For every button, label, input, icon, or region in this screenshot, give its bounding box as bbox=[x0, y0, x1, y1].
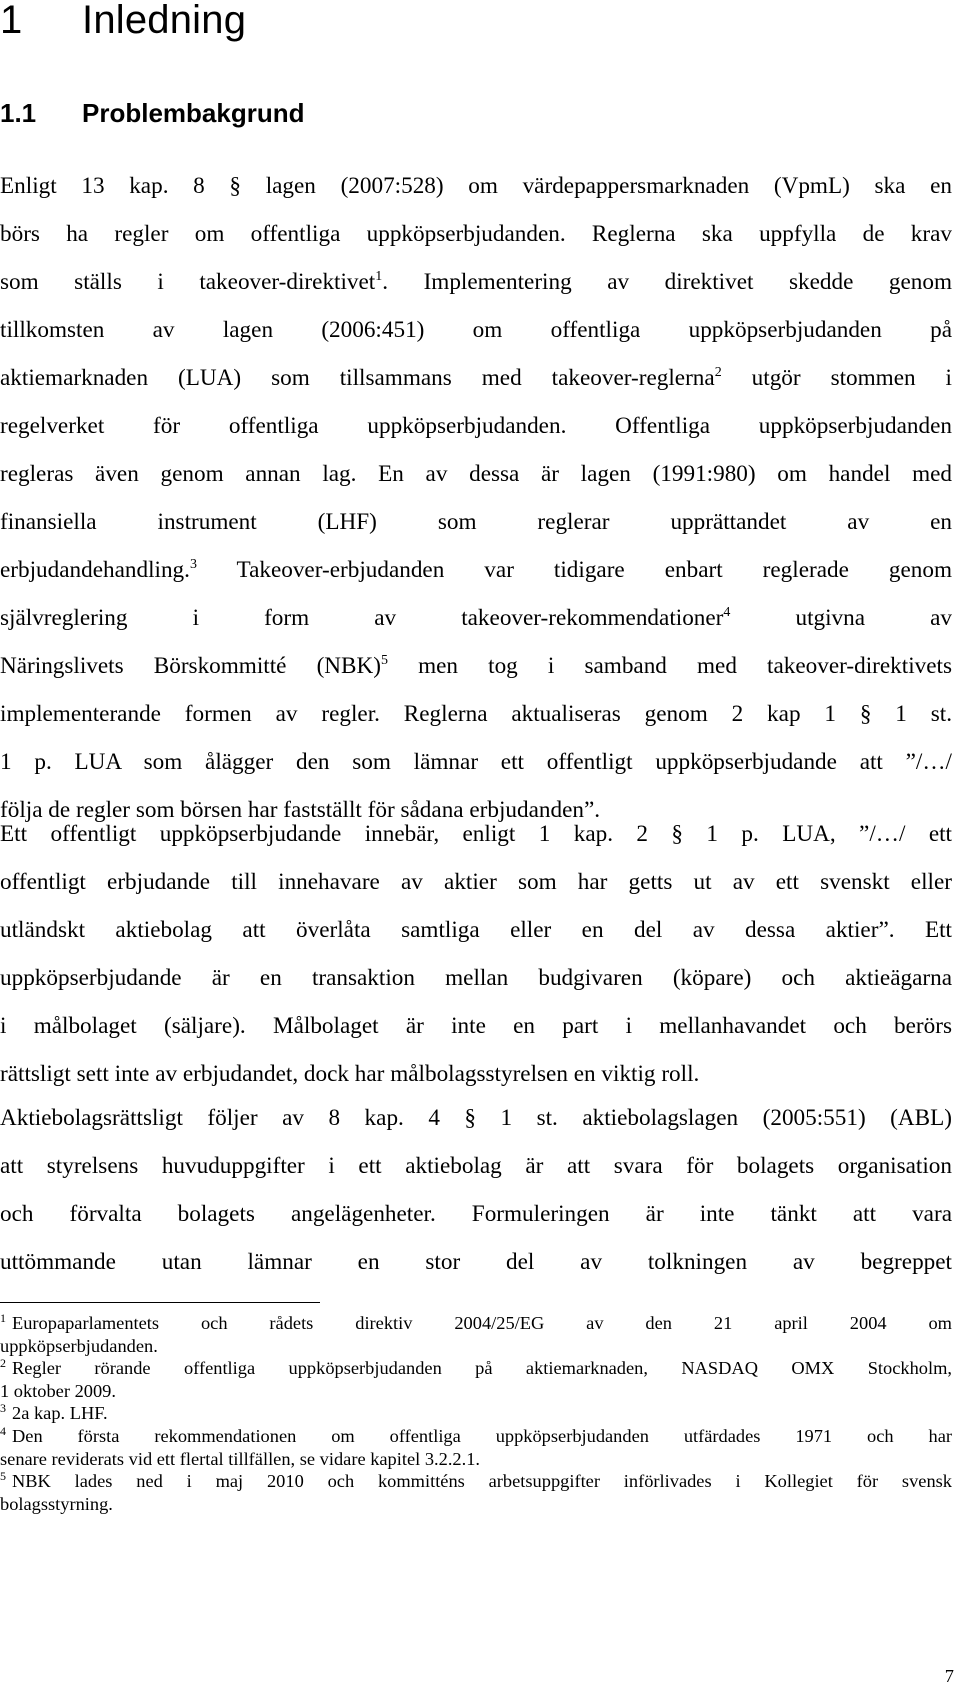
footnote-ref-5[interactable]: 5 bbox=[380, 653, 388, 668]
text-run: självreglering i form av takeover-rekommendationer bbox=[0, 605, 724, 631]
footnote-ref-3[interactable]: 3 bbox=[189, 557, 197, 572]
footnote-text: Europaparlamentets och rådets direktiv 2004/25/EG av den 21 april 2004 om bbox=[12, 1313, 952, 1333]
footnote-number: 3 bbox=[0, 1401, 6, 1416]
chapter-title: Inledning bbox=[82, 0, 247, 42]
paragraph-problem-background bbox=[0, 162, 952, 834]
footnote-text: Den första rekommendationen om offentliga uppköpserbjudanden utfärdades 1971 och har bbox=[12, 1425, 952, 1446]
section-number: 1.1 bbox=[0, 98, 37, 128]
footnote-ref-1[interactable]: 1 bbox=[375, 269, 383, 284]
text-line: regelverket för offentliga uppköpserbjudanden. Offentliga uppköpserbjudanden bbox=[0, 413, 952, 439]
text-line: 1 p. LUA som ålägger den som lämnar ett offentligt uppköpserbjudande att ”/…/ bbox=[0, 749, 952, 775]
text-line: utländskt aktiebolag att överlåta samtliga eller en del av dessa aktier”. Ett bbox=[0, 917, 952, 943]
text-run: utgivna av bbox=[730, 605, 952, 631]
footnote-ref-4[interactable]: 4 bbox=[723, 605, 731, 620]
text-line: Aktiebolagsrättsligt följer av 8 kap. 4 § 1 st. aktiebolagslagen (2005:551) (ABL) bbox=[0, 1105, 952, 1131]
text-line bbox=[0, 258, 952, 306]
footnote-text: 2a kap. LHF. bbox=[12, 1403, 108, 1424]
text-run: Näringslivets Börskommitté (NBK) bbox=[0, 653, 381, 679]
paragraph-company-law bbox=[0, 1094, 952, 1286]
footnote-line: 1 oktober 2009. bbox=[0, 1380, 116, 1401]
text-line: börs ha regler om offentliga uppköpserbjudanden. Reglerna ska uppfylla de krav bbox=[0, 221, 952, 247]
text-line: uppköpserbjudande är en transaktion mellan budgivaren (köpare) och aktieägarna bbox=[0, 965, 952, 991]
text-run: . Implementering av direktivet skedde genom bbox=[382, 269, 952, 295]
footnote-line bbox=[0, 1402, 952, 1425]
text-line: Ett offentligt uppköpserbjudande innebär, enligt 1 kap. 2 § 1 p. LUA, ”/…/ ett bbox=[0, 821, 952, 847]
text-line: rättsligt sett inte av erbjudandet, dock har målbolagsstyrelsen en viktig roll. bbox=[0, 1061, 700, 1087]
footnote-line bbox=[0, 1312, 952, 1335]
text-line: implementerande formen av regler. Reglerna aktualiseras genom 2 kap 1 § 1 st. bbox=[0, 701, 952, 727]
text-line: Enligt 13 kap. 8 § lagen (2007:528) om värdepappersmarknaden (VpmL) ska en bbox=[0, 173, 952, 199]
footnote-separator bbox=[0, 1302, 320, 1303]
text-line: att styrelsens huvuduppgifter i ett aktiebolag är att svara för bolagets organisation bbox=[0, 1153, 952, 1179]
footnote-2 bbox=[0, 1357, 952, 1402]
footnote-number: 5 bbox=[0, 1469, 6, 1484]
footnote-text: Regler rörande offentliga uppköpserbjudanden på aktiemarknaden, NASDAQ OMX Stockholm, bbox=[12, 1358, 952, 1379]
text-run: aktiemarknaden (LUA) som tillsammans med takeover-reglerna bbox=[0, 365, 715, 391]
section-title: Problembakgrund bbox=[82, 98, 305, 128]
text-line: följa de regler som börsen har fastställt för sådana erbjudanden”. bbox=[0, 797, 601, 823]
text-line: tillkomsten av lagen (2006:451) om offentliga uppköpserbjudanden på bbox=[0, 317, 952, 343]
footnote-number: 1 bbox=[0, 1311, 6, 1325]
text-run: som ställs i takeover-direktivet bbox=[0, 269, 376, 295]
text-line: och förvalta bolagets angelägenheter. Formuleringen är inte tänkt att vara bbox=[0, 1201, 952, 1227]
footnote-number: 4 bbox=[0, 1423, 6, 1438]
text-line bbox=[0, 354, 952, 402]
footnote-ref-2[interactable]: 2 bbox=[714, 365, 722, 380]
footnote-line: uppköpserbjudanden. bbox=[0, 1335, 158, 1356]
section-heading bbox=[0, 96, 304, 130]
footnote-5 bbox=[0, 1470, 952, 1515]
footnotes bbox=[0, 1312, 952, 1515]
text-line: regleras även genom annan lag. En av dessa är lagen (1991:980) om handel med bbox=[0, 461, 952, 487]
text-run: utgör stommen i bbox=[721, 365, 952, 391]
text-run: Takeover-erbjudanden var tidigare enbart reglerade genom bbox=[196, 557, 952, 583]
footnote-text: NBK lades ned i maj 2010 och kommitténs arbetsuppgifter införlivades i Kollegiet för svensk bbox=[12, 1471, 952, 1492]
footnote-line bbox=[0, 1425, 952, 1448]
text-run: erbjudandehandling. bbox=[0, 557, 190, 583]
footnote-3 bbox=[0, 1402, 952, 1425]
text-line bbox=[0, 642, 952, 690]
text-line: finansiella instrument (LHF) som reglerar upprättandet av en bbox=[0, 509, 952, 535]
page-number: 7 bbox=[944, 1666, 954, 1686]
paragraph-offer-definition bbox=[0, 810, 952, 1098]
footnote-1 bbox=[0, 1312, 952, 1357]
chapter-number: 1 bbox=[0, 0, 23, 42]
text-run: men tog i samband med takeover-direktivets bbox=[387, 653, 953, 679]
footnote-4 bbox=[0, 1425, 952, 1470]
footnote-line: senare reviderats vid ett flertal tillfällen, se vidare kapitel 3.2.2.1. bbox=[0, 1448, 481, 1469]
text-line bbox=[0, 594, 952, 642]
text-line bbox=[0, 546, 952, 594]
footnote-line bbox=[0, 1357, 952, 1380]
text-line: uttömmande utan lämnar en stor del av tolkningen av begreppet bbox=[0, 1249, 952, 1275]
footnote-line bbox=[0, 1470, 952, 1493]
footnote-number: 2 bbox=[0, 1356, 6, 1371]
text-line: offentligt erbjudande till innehavare av aktier som har getts ut av ett svenskt eller bbox=[0, 869, 952, 895]
footnote-line: bolagsstyrning. bbox=[0, 1493, 113, 1514]
text-line: i målbolaget (säljare). Målbolaget är inte en part i mellanhavandet och berörs bbox=[0, 1013, 952, 1039]
chapter-heading bbox=[0, 0, 246, 46]
